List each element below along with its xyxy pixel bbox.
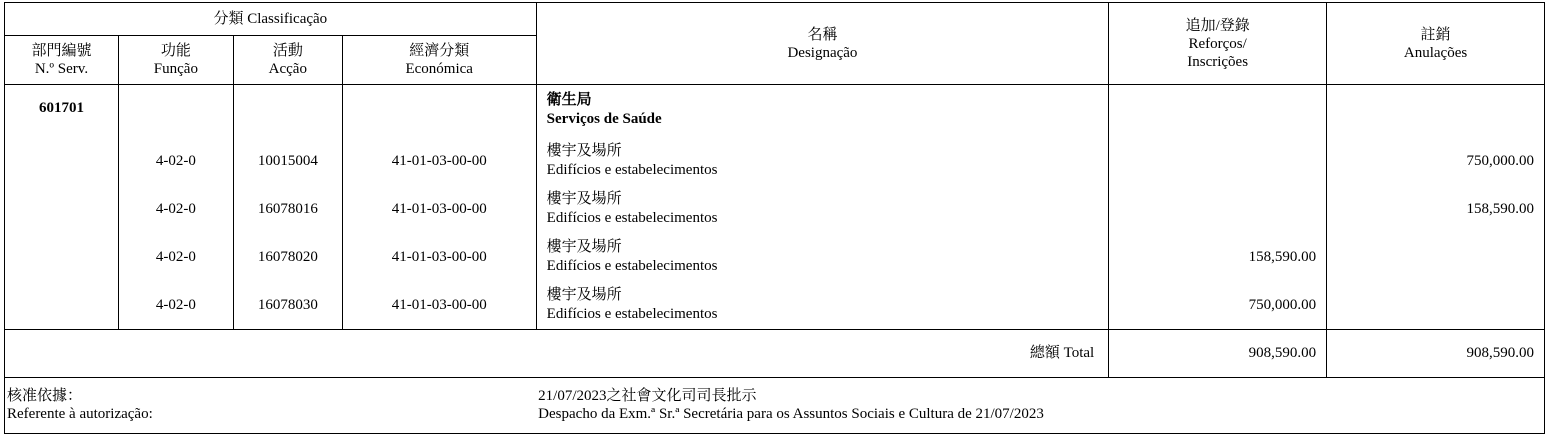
action-code: 16078016: [257, 200, 318, 217]
table-row: [5, 137, 1545, 185]
cancellation-amount: 158,590.00: [1466, 200, 1534, 217]
function-header: [118, 36, 233, 85]
item-name-pt: Edifícios e estabelecimentos: [546, 257, 718, 274]
reinforcement-amount: [1109, 137, 1326, 185]
cancellation-amount: 750,000.00: [1466, 152, 1534, 169]
reinforcements-header-pt1: Reforços/: [1188, 35, 1247, 52]
function-code: 4-02-0: [155, 296, 196, 313]
economic-code: 41-01-03-00-00: [391, 152, 487, 169]
total-label: 總額 Total: [5, 329, 1109, 377]
classification-header: 分類 Classificação: [5, 3, 537, 36]
economic-header-zh: 經濟分類: [409, 43, 470, 59]
cancellations-header: [1327, 3, 1545, 85]
reinforcements-header-pt2: Inscrições: [1187, 53, 1249, 70]
item-name-pt: Edifícios e estabelecimentos: [546, 209, 718, 226]
function-code: 4-02-0: [155, 200, 196, 217]
item-name-pt: Edifícios e estabelecimentos: [546, 161, 718, 178]
item-name-zh: 樓宇及場所: [546, 142, 622, 159]
action-code: 10015004: [257, 152, 318, 169]
service-row: [5, 85, 1545, 137]
table-row: [5, 233, 1545, 281]
function-header-zh: 功能: [160, 43, 191, 59]
economic-code: 41-01-03-00-00: [391, 200, 487, 217]
action-header: [233, 36, 342, 85]
dept-header: [5, 36, 119, 85]
item-name-zh: 樓宇及場所: [546, 286, 622, 303]
total-row: [5, 329, 1545, 377]
table-row: [5, 185, 1545, 233]
authorization-label: [5, 377, 537, 433]
dept-header-zh: 部門編號: [31, 43, 92, 59]
action-header-pt: Acção: [268, 61, 307, 77]
function-header-pt: Função: [153, 61, 198, 77]
designation-header-pt: Designação: [787, 44, 858, 61]
service-name-zh: 衛生局: [546, 92, 592, 108]
function-code: 4-02-0: [155, 248, 196, 265]
authorization-label-zh: 核准依據：: [7, 388, 83, 404]
budget-table: [4, 2, 1545, 434]
authorization-text-zh: 21/07/2023之社會文化司司長批示: [538, 388, 757, 404]
reinforcements-header-zh: 追加/登錄: [1185, 17, 1250, 34]
reinforcement-amount: 158,590.00: [1248, 248, 1317, 265]
dept-header-pt: N.º Serv.: [34, 61, 89, 77]
total-cancellation: 908,590.00: [1327, 329, 1545, 377]
authorization-row: [5, 377, 1545, 433]
economic-header: [342, 36, 536, 85]
total-reinforcement: 908,590.00: [1109, 329, 1327, 377]
action-code: 16078030: [257, 296, 318, 313]
authorization-text: [536, 377, 1544, 433]
service-code: 601701: [5, 85, 119, 137]
cancellation-amount: [1327, 233, 1544, 281]
function-code: 4-02-0: [155, 152, 196, 169]
item-name-pt: Edifícios e estabelecimentos: [546, 305, 718, 322]
item-name-zh: 樓宇及場所: [546, 190, 622, 207]
item-name-zh: 樓宇及場所: [546, 238, 622, 255]
action-code: 16078020: [257, 248, 318, 265]
service-name-pt: Serviços de Saúde: [546, 111, 662, 127]
service-name: [536, 85, 1109, 137]
reinforcement-amount: [1109, 185, 1326, 233]
cancellations-header-zh: 註銷: [1420, 26, 1451, 43]
authorization-label-pt: Referente à autorização:: [7, 406, 153, 422]
economic-header-pt: Económica: [405, 61, 473, 77]
designation-header-zh: 名稱: [807, 26, 838, 43]
economic-code: 41-01-03-00-00: [391, 248, 487, 265]
cancellations-header-pt: Anulações: [1403, 44, 1468, 61]
action-header-zh: 活動: [272, 43, 303, 59]
designation-header: [536, 3, 1109, 85]
table-row: [5, 281, 1545, 330]
reinforcements-header: [1109, 3, 1327, 85]
authorization-text-pt: Despacho da Exm.ª Sr.ª Secretária para os Assuntos Sociais e Cultura de 21/07/2023: [538, 406, 1044, 422]
economic-code: 41-01-03-00-00: [391, 296, 487, 313]
cancellation-amount: [1327, 281, 1544, 329]
reinforcement-amount: 750,000.00: [1248, 296, 1317, 313]
